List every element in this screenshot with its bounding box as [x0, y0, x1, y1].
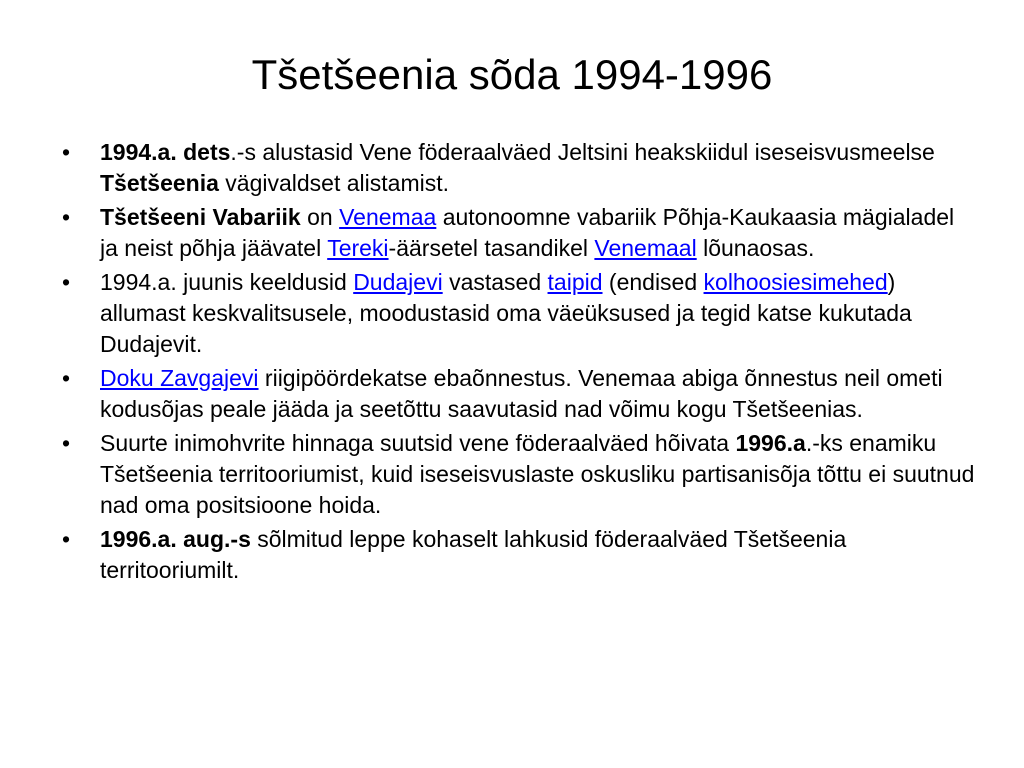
bold-text: Tšetšeenia [100, 170, 219, 196]
text-segment: ) allumast keskvalitsusele, moodustasid oma väeüksused ja tegid katse kukutada Dudajevit. [100, 269, 912, 357]
text-segment: sõlmitud leppe kohaselt lahkusid föderaalväed Tšetšeenia territooriumilt. [100, 526, 847, 583]
link-tereki[interactable]: Tereki [327, 235, 389, 261]
text-segment: on [300, 204, 340, 230]
bullet-dot-icon: • [62, 269, 71, 295]
text-segment: .-s alustasid Vene föderaalväed Jeltsini heakskiidul iseseisvusmeelse [230, 139, 935, 165]
text-segment: vägivaldset alistamist. [218, 170, 449, 196]
bullet-dot-icon: • [62, 430, 71, 456]
bullet-item-3 [60, 267, 975, 360]
text-segment: autonoomne vabariik Põhja-Kaukaasia mägialadel ja neist põhja jäävatel [100, 204, 955, 261]
text-segment: (endised [602, 269, 704, 295]
text-segment: .-ks enamiku Tšetšeenia territooriumist, kuid iseseisvuslaste oskusliku partisanisõja tõttu ei suutnud nad oma positsioone hoida. [100, 430, 975, 518]
link-taipid[interactable]: taipid [547, 269, 603, 295]
bullet-item-1 [60, 137, 975, 199]
bullet-dot-icon: • [62, 365, 71, 391]
bold-text: Tšetšeeni Vabariik [100, 204, 301, 230]
link-dudajevi[interactable]: Dudajevi [353, 269, 443, 295]
bullet-item-4 [60, 363, 975, 425]
bullet-list [60, 137, 975, 586]
bold-text: 1994.a. dets [100, 139, 231, 165]
bullet-dot-icon: • [62, 526, 71, 552]
bullet-dot-icon: • [62, 204, 71, 230]
bold-text: 1996.a. aug.-s [100, 526, 251, 552]
link-kolhoosiesimehed[interactable]: kolhoosiesimehed [703, 269, 888, 295]
bullet-dot-icon: • [62, 139, 71, 165]
slide-title: Tšetšeenia sõda 1994-1996 [251, 51, 773, 98]
text-segment: Suurte inimohvrite hinnaga suutsid vene föderaalväed hõivata [100, 430, 736, 456]
bold-text: 1996.a [735, 430, 806, 456]
text-segment: vastased [442, 269, 548, 295]
bullet-item-5 [60, 428, 975, 521]
text-segment: 1994.a. juunis keeldusid [100, 269, 354, 295]
bullet-item-2 [60, 202, 975, 264]
bullet-item-6 [60, 524, 975, 586]
link-venemaal[interactable]: Venemaal [594, 235, 697, 261]
link-doku-zavgajevi[interactable]: Doku Zavgajevi [100, 365, 259, 391]
slide-content [60, 137, 975, 589]
link-venemaa[interactable]: Venemaa [339, 204, 437, 230]
text-segment: -äärsetel tasandikel [388, 235, 595, 261]
text-segment: riigipöördekatse ebaõnnestus. Venemaa abiga õnnestus neil ometi kodusõjas peale jääda ja seetõttu saavutasid nad võimu kogu Tšetšeenias. [100, 365, 943, 422]
text-segment: lõunaosas. [696, 235, 815, 261]
